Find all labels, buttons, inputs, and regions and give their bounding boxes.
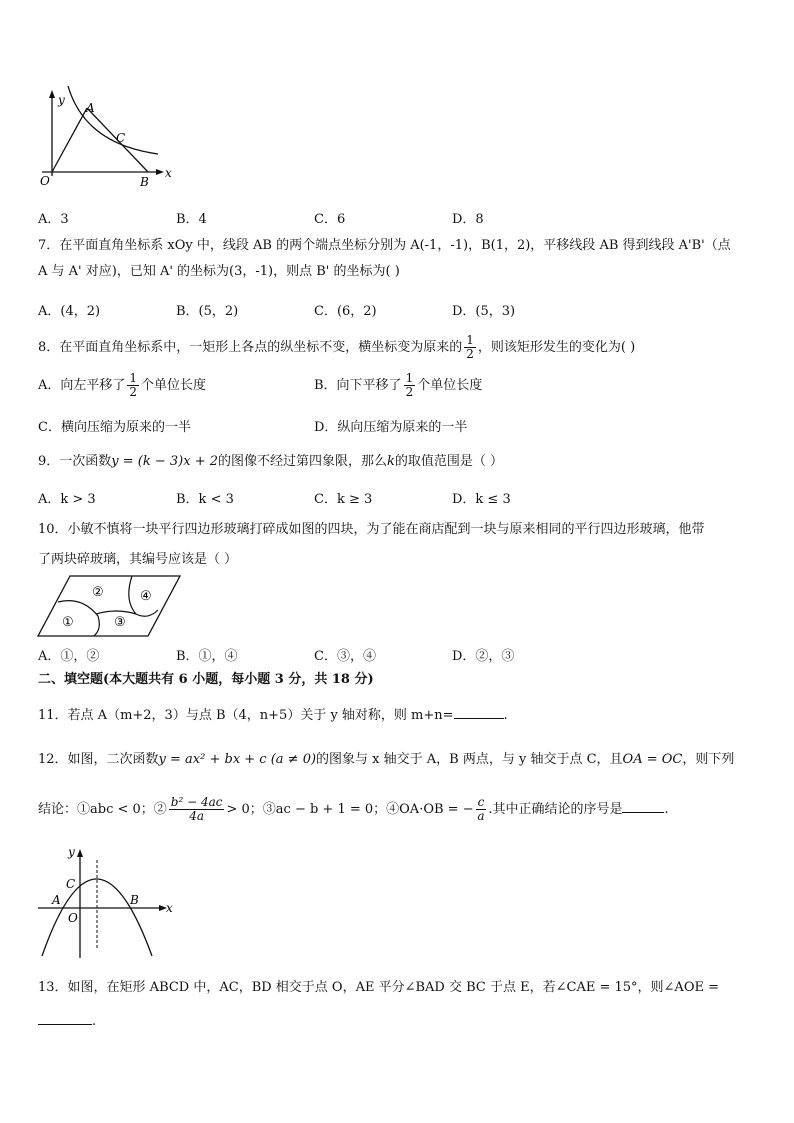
q10-parallelogram-figure bbox=[36, 574, 184, 638]
q8-optA-frac-num: 1 bbox=[129, 371, 138, 385]
q12-fraction-2 bbox=[476, 796, 487, 823]
q9-option-a[interactable]: A．k > 3 bbox=[38, 492, 96, 507]
q7-option-d[interactable]: D．(5，3) bbox=[452, 304, 516, 319]
q10-line1: 10．小敏不慎将一块平行四边形玻璃打碎成如图的四块，为了能在商店配到一块与原来相同的平行四边形玻璃，他带 bbox=[38, 522, 705, 537]
q12-answer-blank[interactable] bbox=[622, 812, 664, 813]
q8-optB-a: B．向下平移了 bbox=[314, 378, 402, 393]
q12-line1-a: 12．如图，二次函数 bbox=[38, 752, 159, 767]
q8-option-c[interactable]: C．横向压缩为原来的一半 bbox=[38, 420, 191, 435]
q12-frac2-num: c bbox=[477, 795, 485, 809]
label-A: A bbox=[52, 893, 61, 907]
hyperbola-curve bbox=[68, 86, 158, 154]
q6-option-a[interactable]: A．3 bbox=[38, 212, 69, 227]
q7-line1: 7．在平面直角坐标系 xOy 中，线段 AB 的两个端点坐标分别为 A(-1，-1)，B(1，2)，平移线段 AB 得到线段 A'B'（点 bbox=[38, 238, 731, 253]
q8-fraction bbox=[464, 334, 476, 361]
segment-OA bbox=[52, 108, 87, 172]
q11-answer-blank[interactable] bbox=[454, 718, 504, 719]
q12-line2 bbox=[38, 796, 669, 823]
q8-option-b[interactable] bbox=[314, 372, 482, 399]
q12-frac1-num: b² − 4ac bbox=[170, 795, 223, 809]
q7-option-b[interactable]: B．(5，2) bbox=[176, 304, 239, 319]
x-arrow bbox=[156, 169, 164, 175]
q10-option-a[interactable]: A．①，② bbox=[38, 649, 100, 664]
label-O: O bbox=[68, 911, 78, 925]
q9-text-c: 的取值范围是（ ） bbox=[394, 454, 504, 469]
q8-stem bbox=[38, 334, 635, 361]
section-title: 二、填空题(本大题共有 6 小题，每小题 3 分，共 18 分) bbox=[38, 672, 374, 687]
label-y: y bbox=[68, 845, 75, 859]
q12-fraction-1 bbox=[169, 796, 225, 823]
q12-line2-d: . bbox=[664, 802, 669, 817]
q10-option-d[interactable]: D．②，③ bbox=[452, 649, 515, 664]
piece-label-1: ① bbox=[62, 615, 74, 630]
q12-line2-a: 结论：①abc < 0；② bbox=[38, 802, 167, 817]
q8-text-b: ，则该矩形发生的变化为( ) bbox=[477, 340, 636, 355]
q13-line2 bbox=[38, 1012, 96, 1032]
piece-label-4: ④ bbox=[140, 589, 152, 604]
q8-optB-fraction bbox=[404, 372, 416, 399]
q7-option-c[interactable]: C．(6，2) bbox=[314, 304, 377, 319]
q12-frac2-den: a bbox=[477, 809, 485, 823]
q8-frac-num: 1 bbox=[466, 333, 474, 347]
label-O: O bbox=[40, 174, 50, 188]
q10-line2: 了两块碎玻璃，其编号应该是（ ） bbox=[38, 552, 238, 567]
q11-text-b: . bbox=[503, 708, 508, 723]
q8-frac-den: 2 bbox=[466, 347, 474, 361]
q9-stem bbox=[38, 452, 503, 472]
q13-line1: 13．如图，在矩形 ABCD 中，AC，BD 相交于点 O，AE 平分∠BAD 交 BC 于点 E，若∠CAE = 15°，则∠AOE = bbox=[38, 980, 719, 995]
q12-line1-b: 的图象与 x 轴交于 A，B 两点，与 y 轴交于点 C，且 bbox=[316, 752, 623, 767]
q8-optA-a: A．向左平移了 bbox=[38, 378, 126, 393]
label-B: B bbox=[140, 175, 149, 189]
q6-option-b[interactable]: B．4 bbox=[176, 212, 207, 227]
q13-line2-end: . bbox=[92, 1014, 97, 1029]
y-arrow bbox=[77, 849, 83, 857]
q12-line1-formula: y = ax² + bx + c (a ≠ 0) bbox=[158, 752, 317, 767]
piece-label-2: ② bbox=[92, 585, 104, 600]
q8-option-d[interactable]: D．纵向压缩为原来的一半 bbox=[314, 420, 468, 435]
label-A: A bbox=[86, 101, 95, 115]
label-C: C bbox=[66, 877, 76, 891]
q9-var-k: k bbox=[387, 454, 395, 469]
label-B: B bbox=[130, 893, 139, 907]
q7-line2: A 与 A' 对应)，已知 A' 的坐标为(3，-1)，则点 B' 的坐标为( ) bbox=[38, 264, 400, 279]
q11 bbox=[38, 706, 508, 726]
q8-text-a: 8．在平面直角坐标系中，一矩形上各点的纵坐标不变，横坐标变为原来的 bbox=[38, 340, 463, 355]
q8-optB-b: 个单位长度 bbox=[417, 378, 483, 393]
q12-line1 bbox=[38, 750, 734, 770]
q7-option-a[interactable]: A．(4，2) bbox=[38, 304, 101, 319]
crack-2 bbox=[96, 611, 136, 614]
q8-optA-b: 个单位长度 bbox=[141, 378, 207, 393]
q6-hyperbola-figure bbox=[30, 84, 180, 194]
parallelogram bbox=[38, 576, 180, 636]
q12-frac1-den: 4a bbox=[189, 809, 205, 823]
q9-text-a: 9．一次函数 bbox=[38, 454, 112, 469]
q12-parabola-figure bbox=[36, 842, 186, 960]
q12-line2-c: .其中正确结论的序号是 bbox=[488, 802, 623, 817]
q13-answer-blank[interactable] bbox=[38, 1024, 92, 1025]
q12-line2-b: > 0；③ac − b + 1 = 0；④OA·OB = − bbox=[226, 802, 474, 817]
label-C: C bbox=[116, 131, 126, 145]
q6-option-c[interactable]: C．6 bbox=[314, 212, 346, 227]
q9-option-b[interactable]: B．k < 3 bbox=[176, 492, 234, 507]
q6-option-d[interactable]: D．8 bbox=[452, 212, 484, 227]
q11-text-a: 11．若点 A（m+2，3）与点 B（4，n+5）关于 y 轴对称，则 m+n= bbox=[38, 708, 454, 723]
q9-option-d[interactable]: D．k ≤ 3 bbox=[452, 492, 511, 507]
q8-option-a[interactable] bbox=[38, 372, 206, 399]
q8-optB-frac-num: 1 bbox=[405, 371, 414, 385]
y-arrow bbox=[49, 90, 55, 98]
q10-option-c[interactable]: C．③，④ bbox=[314, 649, 376, 664]
label-x: x bbox=[165, 166, 172, 180]
q10-option-b[interactable]: B．①，④ bbox=[176, 649, 238, 664]
q9-formula: y = (k − 3)x + 2 bbox=[111, 454, 218, 469]
q12-line1-c: ，则下列 bbox=[682, 752, 735, 767]
q12-line1-eq: OA = OC bbox=[622, 752, 683, 767]
label-y: y bbox=[58, 93, 65, 107]
piece-label-3: ③ bbox=[114, 615, 126, 630]
q8-optA-fraction bbox=[127, 372, 139, 399]
q9-option-c[interactable]: C．k ≥ 3 bbox=[314, 492, 373, 507]
label-x: x bbox=[166, 901, 173, 915]
q8-optB-frac-den: 2 bbox=[405, 385, 414, 399]
q9-text-b: 的图像不经过第四象限，那么 bbox=[218, 454, 388, 469]
q8-optA-frac-den: 2 bbox=[129, 385, 138, 399]
